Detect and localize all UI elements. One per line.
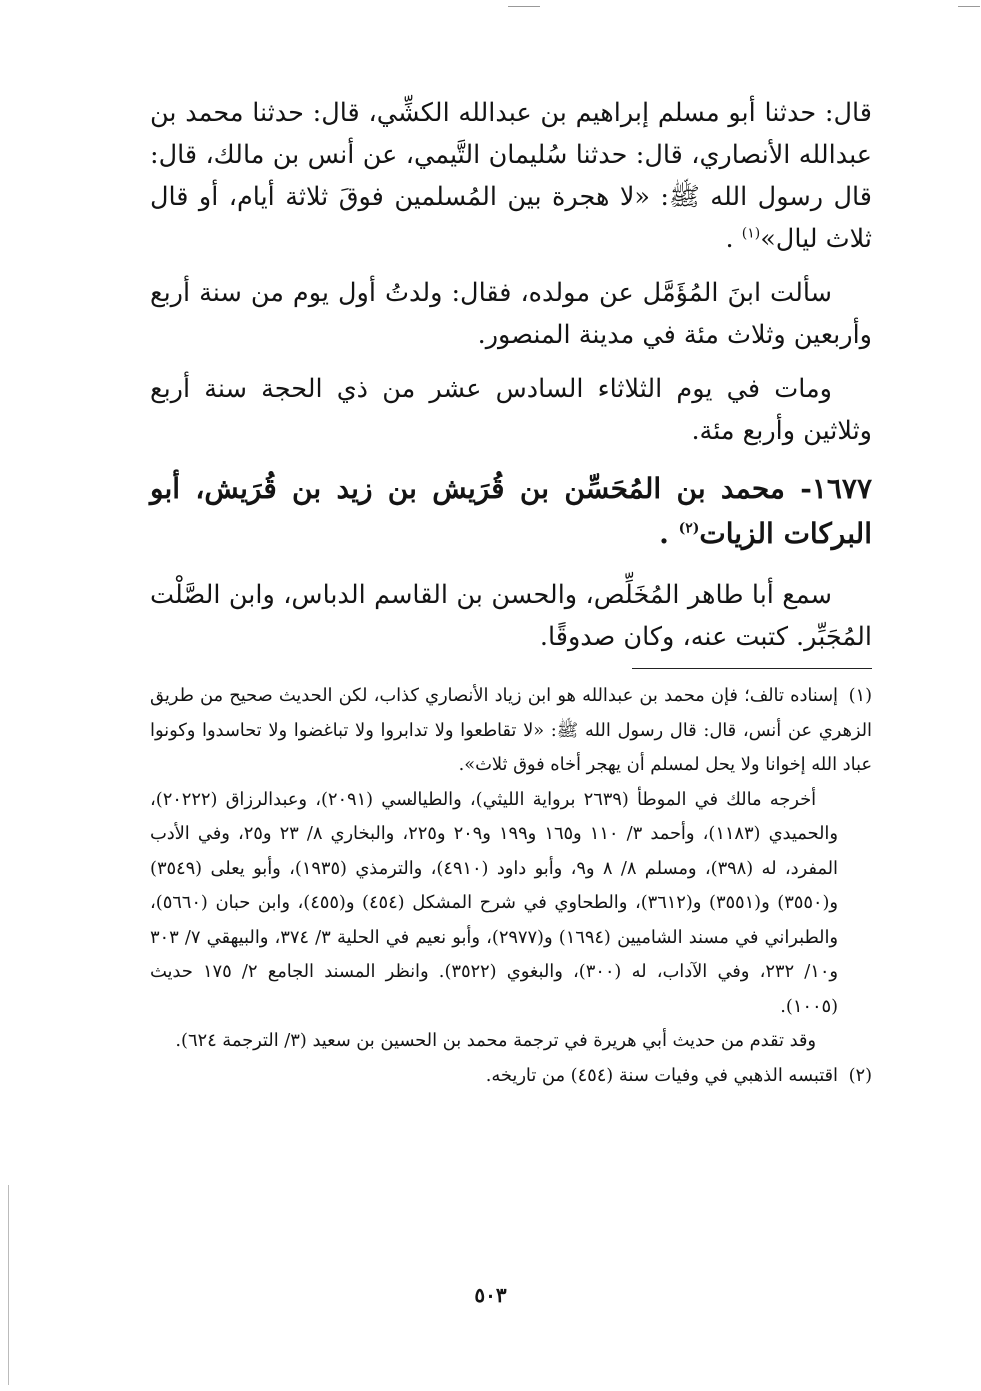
hadith-paragraph: قال: حدثنا أبو مسلم إبراهيم بن عبدالله الكشِّي، قال: حدثنا محمد بن عبدالله الأنصاري، قال: حدثنا سُليمان التَّيمي، عن أنس بن مالك، قال: قال رسول الله ﷺ: «لا هجرة بين المُسلمين فوقَ ثلاثة أيام، أو قال ثلاث ليال»$^{(١)}$ . — [150, 98, 872, 254]
biography-entry-heading: ١٦٧٧- محمد بن المُحَسِّن بن قُرَيش بن زيد بن قُرَيش، أبو البركات الزيات$^{(٢)}$ . — [150, 472, 872, 550]
footnote-number: (٢) — [848, 1064, 872, 1086]
entry-paragraph: سمع أبا طاهر المُخَلِّص، والحسن بن القاسم الدباس، وابن الصَّلْت المُجَبِّر. كتبت عنه، وكان صدوقًا. — [150, 580, 872, 652]
footnote-divider — [632, 668, 872, 669]
footnote-ref-2[interactable]: (٢) — [678, 520, 700, 537]
footnote-ref-1[interactable]: (١) — [741, 225, 761, 242]
birth-paragraph: سألت ابنَ المُؤَمَّل عن مولده، فقال: ولدتُ أول يوم من سنة أربع وأربعين وثلاث مئة في مدينة المنصور. — [150, 278, 872, 350]
footnote-1: (١)إسناده تالف؛ فإن محمد بن عبدالله هو ابن زياد الأنصاري كذاب، لكن الحديث صحيح من طريق الزهري عن أنس، قال: قال رسول الله ﷺ: «لا تقاطعوا ولا تدابروا ولا تباغضوا ولا تحاسدوا وكونوا عباد الله إخوانا ولا يحل لمسلم أن يهجر أخاه فوق ثلاث». — [150, 679, 872, 783]
top-edge-mark — [508, 6, 540, 7]
main-text — [150, 92, 872, 658]
footnote-1-crossref: وقد تقدم من حديث أبي هريرة في ترجمة محمد بن الحسين بن سعيد (٣/ الترجمة ٦٢٤). — [175, 1030, 816, 1051]
footnote-2: (٢)اقتبسه الذهبي في وفيات سنة (٤٥٤) من تاريخه. — [150, 1059, 872, 1094]
top-edge-mark — [958, 6, 980, 7]
book-page — [150, 92, 872, 1093]
page-number: ٥٠٣ — [474, 1283, 507, 1307]
footnote-1-sources: أخرجه مالك في الموطأ (٢٦٣٩ برواية الليثي)، والطيالسي (٢٠٩١)، وعبدالرزاق (٢٠٢٢٢)، والحميدي (١١٨٣)، وأحمد ٣/ ١١٠ و١٦٥ و١٩٩ و٢٠٩ و٢٢٥، والبخاري ٨/ ٢٣ و٢٥، وفي الأدب المفرد، له (٣٩٨)، ومسلم ٨/ ٨ و٩، وأبو داود (٤٩١٠)، والترمذي (١٩٣٥)، وأبو يعلى (٣٥٤٩) و(٣٥٥٠) و(٣٥٥١) و(٣٦١٢)، والطحاوي في شرح المشكل (٤٥٤) و(٤٥٥)، وابن حبان (٥٦٦٠)، والطبراني في مسند الشاميين (١٦٩٤) و(٢٩٧٧)، وأبو نعيم في الحلية ٣/ ٣٧٤، والبيهقي ٧/ ٣٠٣ و١٠/ ٢٣٢، وفي الآداب، له (٣٠٠)، والبغوي (٣٥٢٢). وانظر المسند الجامع ٢/ ١٧٥ حديث (١٠٠٥). — [150, 788, 838, 1017]
footnotes — [150, 679, 872, 1093]
footnote-number: (١) — [848, 685, 872, 706]
death-paragraph: ومات في يوم الثلاثاء السادس عشر من ذي الحجة سنة أربع وثلاثين وأربع مئة. — [150, 374, 872, 446]
